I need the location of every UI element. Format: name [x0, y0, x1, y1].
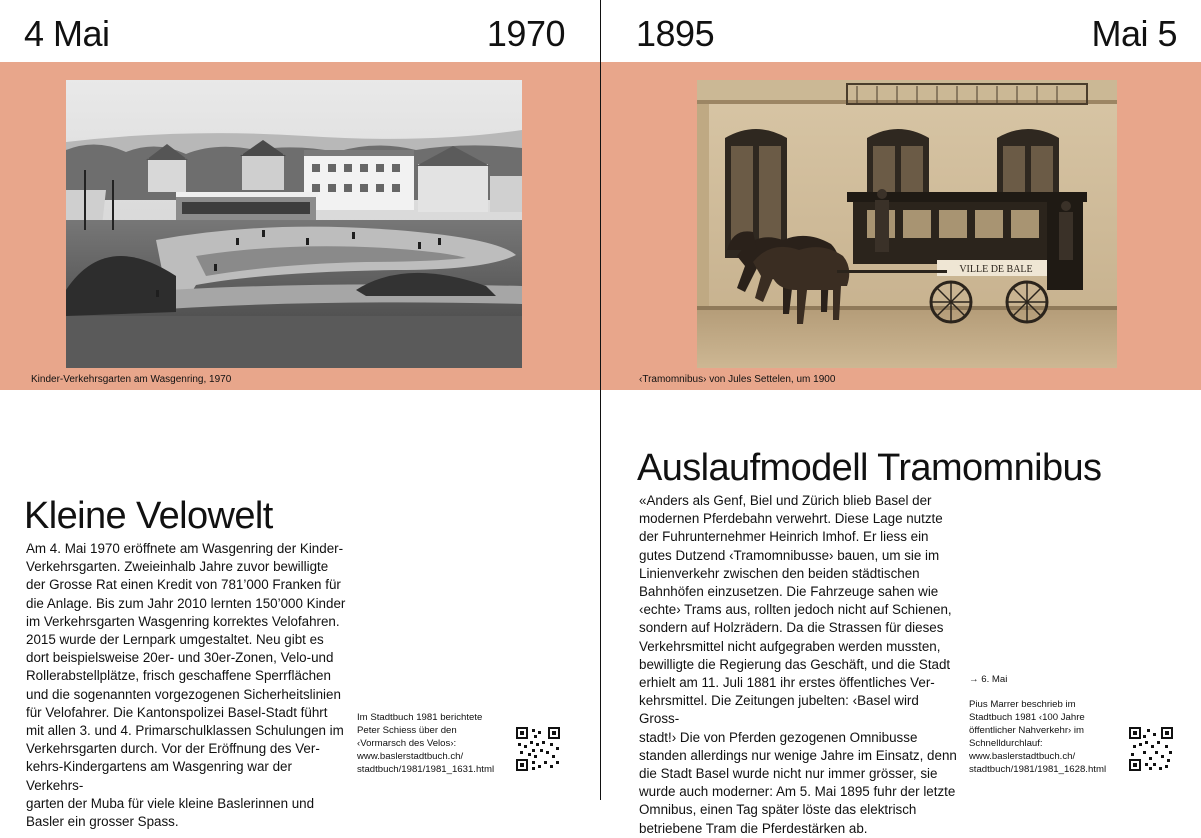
body-line: ‹echte› Trams aus, rollten jedoch nicht auf Schienen, — [639, 602, 952, 618]
body-line: Am 4. Mai 1970 eröffnete am Wasgenring der Kinder- — [26, 541, 344, 556]
note-line: Im Stadtbuch 1981 berichtete — [357, 712, 483, 723]
left-photo-band — [0, 62, 600, 390]
right-stadtbuch-note — [969, 698, 1139, 776]
body-line: standen allerdings nur wenige Jahre im Einsatz, denn — [639, 747, 957, 763]
right-article-title: Auslaufmodell Tramomnibus — [637, 447, 1102, 489]
body-line: Verkehrsmittel nicht aufgegraben werden mussten, — [639, 638, 941, 654]
qr-code[interactable] — [1129, 727, 1173, 771]
body-line: im Verkehrsgarten Wasgenring korrektes Velofahren. — [26, 613, 340, 629]
body-line: gutes Dutzend ‹Tramomnibusse› bauen, um sie im — [639, 547, 940, 563]
tramomnibus-photo — [697, 80, 1117, 368]
right-date-day: Mai 5 — [1091, 13, 1177, 54]
body-line: Verkehrsgarten. Zweieinhalb Jahre zuvor bewilligte — [26, 559, 329, 575]
body-line: Rollerabstellplätze, frisch geschaffene Sperrflächen — [26, 668, 331, 684]
note-line: Stadtbuch 1981 ‹100 Jahre — [969, 712, 1085, 723]
note-link[interactable]: www.baslerstadtbuch.ch/ — [357, 751, 464, 762]
body-line: stadt!› Die von Pferden gezogenen Omnibusse — [639, 729, 918, 745]
traffic-garden-photo — [66, 80, 522, 368]
left-date-year: 1970 — [486, 13, 565, 54]
body-line: «Anders als Genf, Biel und Zürich blieb Basel der — [639, 493, 932, 508]
qr-code[interactable] — [516, 727, 560, 771]
body-line: garten der Muba für viele kleine Baslerinnen und — [26, 795, 315, 811]
left-article-title: Kleine Velowelt — [24, 495, 273, 537]
body-line: erhielt am 11. Juli 1881 ihr erstes öffentliches Ver- — [639, 675, 935, 691]
note-line: Peter Schiess über den — [357, 725, 457, 736]
note-line: öffentlicher Nahverkehr› im — [969, 725, 1084, 736]
right-page — [601, 0, 1201, 836]
note-line: Pius Marrer beschrieb im — [969, 699, 1076, 710]
left-article-body — [26, 540, 346, 831]
body-line: Basler ein grosser Spass. — [26, 814, 179, 830]
note-link[interactable]: stadtbuch/1981/1981_1631.html — [357, 764, 495, 775]
body-line: Verkehrsgarten durch. Vor der Eröffnung des Ver- — [26, 741, 320, 757]
body-line: bewilligte die Regierung das Geschäft, und die Stadt — [639, 656, 951, 672]
body-line: kehrsmittel. Die Zeitungen jubelten: ‹Basel wird Gross- — [639, 693, 919, 727]
body-line: betriebene Tram die Pferdestärken ab. — [639, 820, 868, 836]
body-line: und die sogenannten vorgezogenen Sicherheitslinien — [26, 686, 341, 702]
tram-sign: VILLE DE BALE — [959, 264, 1033, 275]
left-date-day: 4 Mai — [24, 13, 110, 54]
body-line: der Grosse Rat einen Kredit von 781’000 Franken für — [26, 577, 341, 593]
right-photo-band — [601, 62, 1201, 390]
body-line: mit allen 3. und 4. Primarschulklassen Schulungen im — [26, 723, 344, 739]
right-article-body — [639, 492, 961, 838]
left-photo-caption: Kinder-Verkehrsgarten am Wasgenring, 1970 — [31, 374, 232, 385]
body-line: wurde auch moderner: Am 5. Mai 1895 fuhr der letzte — [639, 784, 956, 800]
body-line: kehrs-Kindergartens am Wasgenring war der Verkehrs- — [26, 759, 292, 793]
cross-reference[interactable]: → 6. Mai — [969, 674, 1008, 685]
right-photo-caption: ‹Tramomnibus› von Jules Settelen, um 1900 — [639, 374, 836, 385]
body-line: sondern auf Holzrädern. Da die Strassen für dieses — [639, 620, 944, 636]
note-link[interactable]: stadtbuch/1981/1981_1628.html — [969, 764, 1107, 775]
note-line: Schnelldurchlauf: — [969, 738, 1043, 749]
note-link[interactable]: www.baslerstadtbuch.ch/ — [969, 751, 1076, 762]
body-line: die Stadt Basel wurde nicht nur immer grösser, sie — [639, 766, 938, 782]
left-stadtbuch-note — [357, 711, 517, 776]
body-line: modernen Pferdebahn verwehrt. Diese Lage nutzte — [639, 511, 943, 527]
right-date-year: 1895 — [636, 13, 715, 54]
body-line: Linienverkehr zwischen den beiden städtischen — [639, 565, 920, 581]
body-line: 2015 wurde der Lernpark umgestaltet. Neu gibt es — [26, 632, 324, 648]
body-line: für Velofahrer. Die Kantonspolizei Basel-Stadt führt — [26, 704, 328, 720]
left-page — [0, 0, 600, 830]
body-line: dort beispielsweise 20er- und 30er-Zonen, Velo-und — [26, 650, 334, 666]
body-line: der Fuhrunternehmer Heinrich Imhof. Er liess ein — [639, 529, 929, 545]
body-line: Omnibus, einen Tag später löste das elektrisch — [639, 802, 917, 818]
body-line: Bahnhöfen einzusetzen. Die Fahrzeuge sahen wie — [639, 584, 939, 600]
note-line: ‹Vormarsch des Velos›: — [357, 738, 457, 749]
body-line: die Anlage. Bis zum Jahr 2010 lernten 150’000 Kinder — [26, 595, 346, 611]
